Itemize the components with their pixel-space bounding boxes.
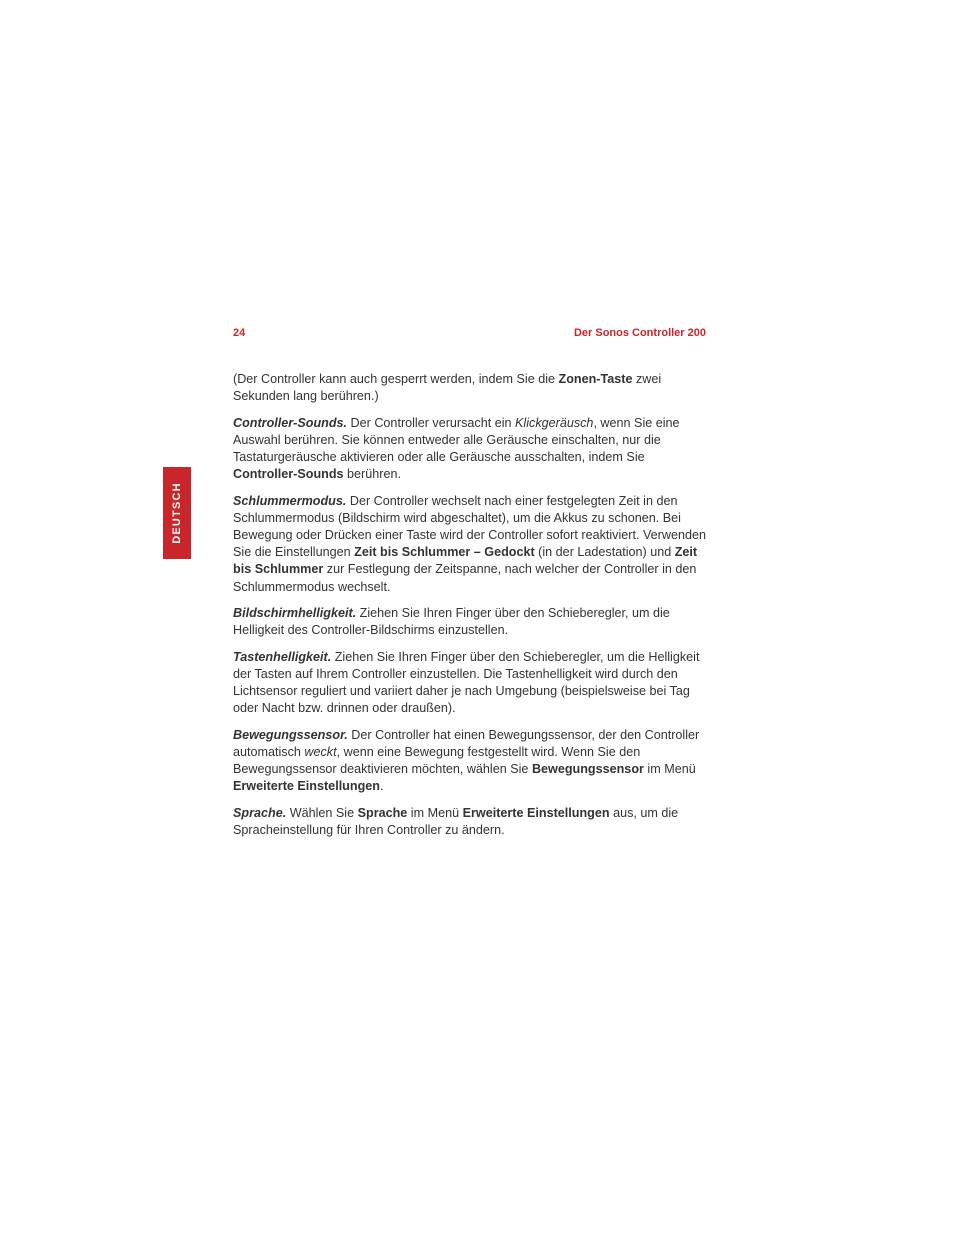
text: im Menü [643, 762, 696, 776]
paragraph-button-brightness [233, 649, 709, 718]
text: aus, um die Spracheinstellung für Ihren Controller zu ändern. [233, 805, 679, 837]
running-header-title: Der Sonos Controller 200 [573, 327, 706, 339]
text: zwei Sekunden lang berühren.) [233, 372, 662, 404]
text: Ziehen Sie Ihren Finger über den Schieberegler, um die Helligkeit der Tasten auf Ihrem Controller einzustellen. Die Tastenhelligkeit wird durch den Lichtsensor reguliert und variiert daher je nach Umgebung (beispielsweise bei Tag oder Nacht bzw. drinnen oder draußen). [233, 649, 700, 716]
bold-term: Sprache [357, 805, 408, 820]
paragraph-heading: Bildschirmhelligkeit. [233, 606, 357, 620]
paragraph-language [233, 805, 709, 839]
paragraph-heading: Sprache. [233, 805, 287, 820]
text: (in der Ladestation) und [534, 545, 675, 560]
language-side-tab [163, 467, 191, 559]
paragraph-heading: Schlummermodus. [233, 493, 347, 508]
bold-term: Controller-Sounds [233, 467, 344, 482]
text: . [379, 779, 384, 794]
text: Wählen Sie [286, 805, 358, 820]
text: , wenn eine Bewegung festgestellt wird. Wenn Sie den Bewegungssensor deaktivieren möchten, wählen Sie [233, 744, 641, 776]
text: , wenn Sie eine Auswahl berühren. Sie können entweder alle Geräusche einschalten, nur die Tastaturgeräusche aktivieren oder alle Geräusche ausschalten, indem Sie [233, 415, 680, 464]
paragraph-heading: Controller-Sounds. [233, 415, 348, 430]
bold-term: Erweiterte Einstellungen [462, 805, 610, 820]
text: (Der Controller kann auch gesperrt werden, indem Sie die [233, 372, 559, 386]
bold-term: Erweiterte Einstellungen [233, 779, 380, 794]
text: im Menü [407, 805, 463, 820]
text: Der Controller wechselt nach einer festgelegten Zeit in den Schlummermodus (Bildschirm wird abgeschaltet), um die Akkus zu schonen. Bei Bewegung oder Drücken einer Taste wird der Controller sofort reaktiviert. Verwenden Sie die Einstellungen [233, 493, 706, 560]
language-side-tab-label: DEUTSCH [171, 482, 183, 544]
paragraph-screen-brightness [233, 605, 709, 639]
italic-term: weckt [304, 744, 337, 759]
paragraph-heading: Tastenhelligkeit. [233, 649, 332, 664]
body-text [233, 371, 709, 848]
text: Der Controller verursacht ein [347, 415, 516, 430]
italic-term: Klickgeräusch [515, 415, 594, 430]
bold-term: Zeit bis Schlummer – Gedockt [354, 545, 535, 560]
bold-term: Bewegungssensor [531, 762, 644, 776]
paragraph-motion-sensor [233, 727, 709, 796]
text: Der Controller hat einen Bewegungssensor, der den Controller automatisch [233, 727, 700, 759]
text: berühren. [343, 467, 401, 482]
paragraph-zone-button-lock [233, 371, 709, 405]
paragraph-heading: Bewegungssensor. [233, 727, 348, 742]
bold-term: Zeit bis Schlummer [233, 545, 698, 577]
paragraph-controller-sounds [233, 415, 709, 484]
page-number: 24 [233, 327, 246, 339]
bold-term: Zonen-Taste [558, 372, 633, 386]
text: zur Festlegung der Zeitspanne, nach welcher der Controller in den Schlummermodus wechselt. [233, 562, 697, 594]
text: Ziehen Sie Ihren Finger über den Schieberegler, um die Helligkeit des Controller-Bildschirms einzustellen. [233, 606, 670, 638]
paragraph-sleep-mode [233, 493, 709, 596]
